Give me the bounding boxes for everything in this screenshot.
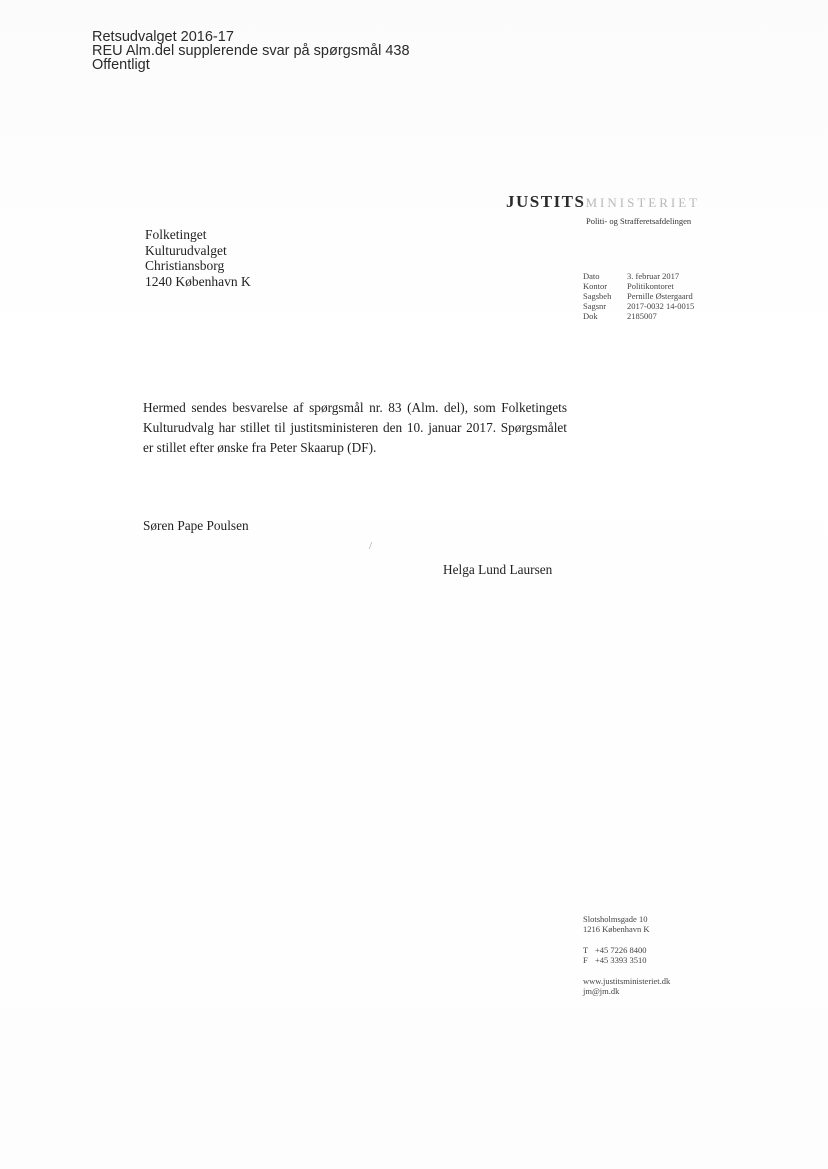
header-status: Offentligt	[92, 57, 150, 73]
logo-light: MINISTERIET	[585, 195, 701, 210]
fax-number: +45 3393 3510	[595, 955, 647, 965]
minister-signature: Søren Pape Poulsen	[143, 518, 249, 533]
letter-body: Hermed sendes besvarelse af spørgsmål nr. 83 (Alm. del), som Folketingets Kulturudvalg har stillet til justitsministeren den 10. januar 2017. Spørgsmålet er stillet efter ønske fra Peter Skaarup (DF).	[143, 400, 567, 455]
meta-value: Pernille Østergaard	[627, 291, 693, 301]
official-signature: Helga Lund Laursen	[443, 562, 553, 577]
recipient-line: Folketinget	[145, 227, 207, 242]
meta-label: Kontor	[583, 281, 608, 291]
meta-value: 2185007	[627, 311, 657, 321]
meta-row	[583, 271, 694, 281]
meta-row	[583, 301, 694, 311]
meta-row	[583, 291, 694, 301]
footer-fax	[583, 955, 670, 965]
meta-label: Dok	[583, 311, 598, 321]
recipient-line: Christiansborg	[145, 258, 225, 273]
ministry-contact-footer	[583, 914, 670, 996]
fax-label: F	[583, 955, 588, 965]
header-committee: Retsudvalget 2016-17	[92, 29, 234, 45]
signature-separator: /	[369, 540, 373, 552]
meta-value: 3. februar 2017	[627, 271, 680, 281]
recipient-line: 1240 København K	[145, 273, 251, 289]
logo-strong: JUSTITS	[506, 192, 586, 211]
meta-label: Dato	[583, 271, 600, 281]
department-name: Politi- og Strafferetsafdelingen	[586, 216, 692, 226]
document-header	[92, 30, 410, 72]
header-reference: REU Alm.del supplerende svar på spørgsmål 438	[92, 43, 410, 59]
meta-row	[583, 311, 694, 321]
footer-street: Slotsholmsgade 10	[583, 914, 648, 924]
recipient-address	[145, 227, 251, 289]
footer-city: 1216 København K	[583, 924, 650, 934]
meta-value: 2017-0032 14-0015	[627, 301, 695, 311]
footer-phone	[583, 945, 670, 955]
meta-value: Politikontoret	[627, 281, 674, 291]
meta-row	[583, 281, 694, 291]
meta-label: Sagsnr	[583, 301, 607, 311]
meta-label: Sagsbeh	[583, 291, 612, 301]
ministry-logo	[506, 192, 700, 212]
phone-label: T	[583, 945, 589, 955]
phone-number: +45 7226 8400	[595, 945, 647, 955]
footer-website: www.justitsministeriet.dk	[583, 976, 671, 986]
recipient-line: Kulturudvalget	[145, 242, 227, 258]
footer-email: jm@jm.dk	[583, 986, 620, 996]
case-metadata	[583, 271, 694, 321]
